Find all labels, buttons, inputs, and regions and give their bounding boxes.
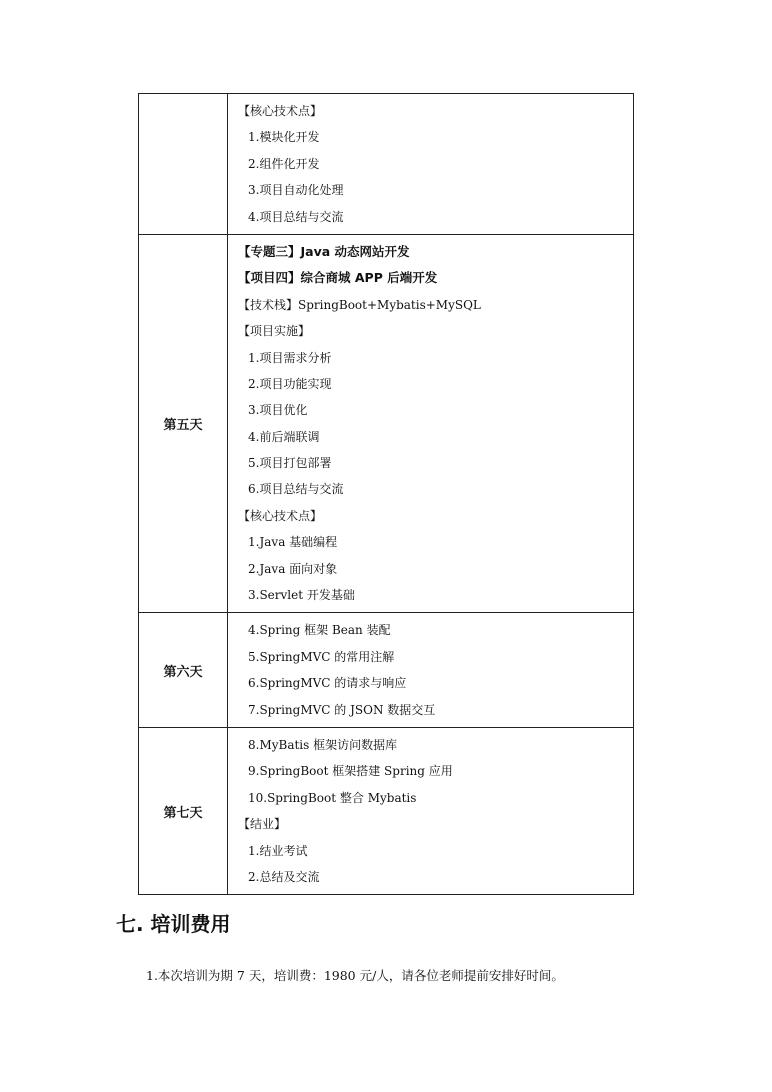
curriculum-item: 5.SpringMVC 的常用注解 <box>248 649 395 664</box>
day-content <box>228 234 634 612</box>
schedule-body <box>139 94 634 895</box>
day-content <box>228 727 634 894</box>
curriculum-item: 8.MyBatis 框架访问数据库 <box>248 737 398 752</box>
curriculum-item: 4.项目总结与交流 <box>248 209 344 224</box>
day-label <box>139 94 228 235</box>
curriculum-heading: 【结业】 <box>238 817 287 832</box>
curriculum-item: 5.项目打包部署 <box>248 456 332 471</box>
curriculum-item: 7.SpringMVC 的 JSON 数据交互 <box>248 702 436 717</box>
curriculum-item: 1.Java 基础编程 <box>248 535 338 550</box>
curriculum-heading: 【项目实施】 <box>238 324 311 339</box>
schedule-table <box>138 93 634 895</box>
day-label: 第七天 <box>139 727 228 894</box>
schedule-row <box>139 94 634 235</box>
curriculum-heading: 【技术栈】SpringBoot+Mybatis+MySQL <box>238 297 481 312</box>
day-content <box>228 613 634 728</box>
curriculum-heading: 【项目四】综合商城 APP 后端开发 <box>238 270 438 286</box>
curriculum-item: 3.Servlet 开发基础 <box>248 588 355 603</box>
day-content <box>228 94 634 235</box>
schedule-row <box>139 613 634 728</box>
day-label: 第六天 <box>139 613 228 728</box>
curriculum-item: 1.结业考试 <box>248 843 308 858</box>
curriculum-heading: 【核心技术点】 <box>238 508 323 523</box>
curriculum-item: 4.Spring 框架 Bean 装配 <box>248 623 391 638</box>
schedule-row <box>139 234 634 612</box>
curriculum-item: 1.模块化开发 <box>248 130 320 145</box>
curriculum-item: 6.项目总结与交流 <box>248 482 344 497</box>
section-title: 七. 培训费用 <box>116 912 231 936</box>
schedule-row <box>139 727 634 894</box>
curriculum-item: 10.SpringBoot 整合 Mybatis <box>248 790 417 805</box>
curriculum-item: 3.项目自动化处理 <box>248 183 344 198</box>
curriculum-item: 1.项目需求分析 <box>248 350 332 365</box>
day-label: 第五天 <box>139 234 228 612</box>
curriculum-item: 2.组件化开发 <box>248 156 320 171</box>
curriculum-item: 3.项目优化 <box>248 403 308 418</box>
curriculum-item: 6.SpringMVC 的请求与响应 <box>248 676 407 691</box>
fee-paragraph: 1.本次培训为期 7 天，培训费：1980 元/人，请各位老师提前安排好时间。 <box>146 968 564 983</box>
curriculum-heading: 【专题三】Java 动态网站开发 <box>238 243 410 259</box>
curriculum-item: 2.Java 面向对象 <box>248 561 338 576</box>
curriculum-item: 2.项目功能实现 <box>248 376 332 391</box>
curriculum-item: 2.总结及交流 <box>248 869 320 884</box>
curriculum-item: 4.前后端联调 <box>248 429 320 444</box>
curriculum-item: 9.SpringBoot 框架搭建 Spring 应用 <box>248 764 453 779</box>
curriculum-heading: 【核心技术点】 <box>238 104 323 118</box>
